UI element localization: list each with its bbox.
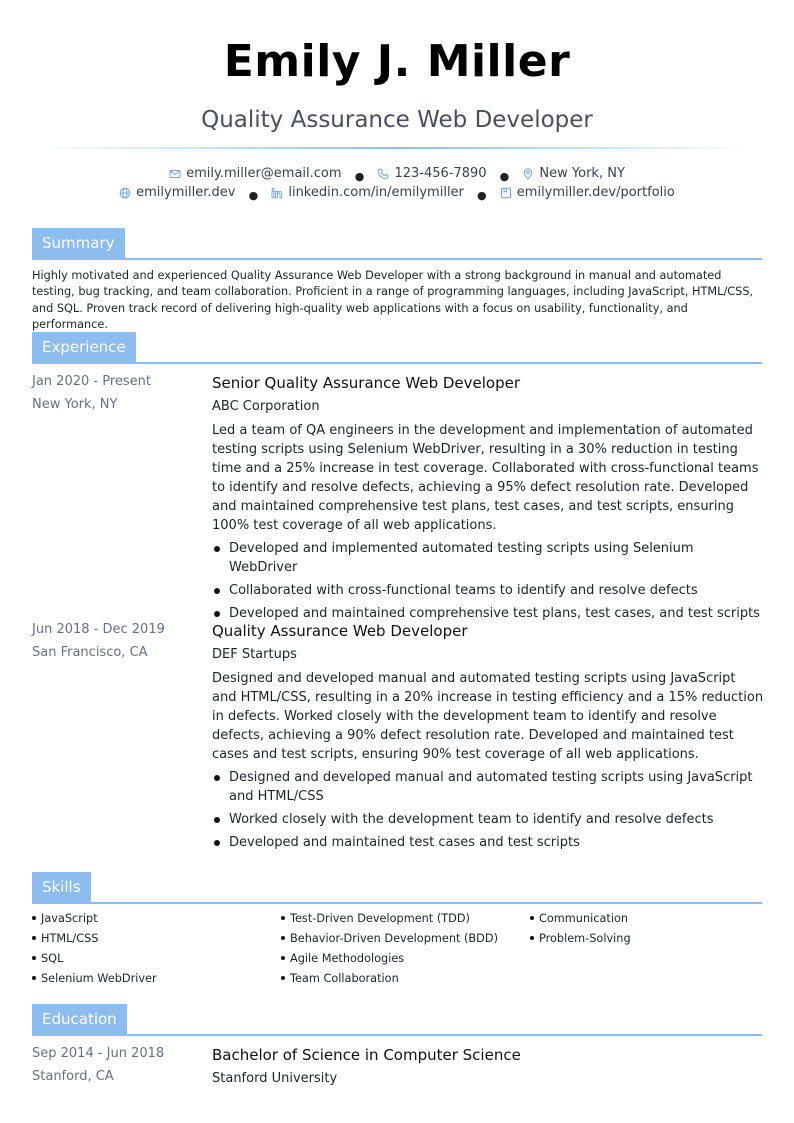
job-1-meta [32,373,202,419]
job-2-meta [32,621,202,667]
education-meta [32,1045,202,1091]
section-rule [32,258,762,260]
list-item [281,911,498,931]
job-dates: Jun 2018 - Dec 2019 [32,622,165,637]
skill-text: Team Collaboration [290,972,399,985]
skill-text: Behavior-Driven Development (BDD) [290,932,498,945]
skills-column-1 [32,911,157,991]
job-description: Designed and developed manual and automated testing scripts using JavaScript and HTML/CSS, resulting in a 20% increase in testing efficiency and a 15% reduction in defects. Worked closely with the development team to identify and resolve defects, achieving a 90% defect resolution rate. Developed and maintained test cases and test scripts, ensuring 90% test coverage of all web applications. [212,671,764,762]
contact-phone-text: 123-456-7890 [394,166,487,181]
portfolio-icon [500,187,512,199]
bullet-icon [530,916,534,920]
list-item [530,931,631,951]
bullet-icon [214,611,220,617]
skill-text: JavaScript [41,912,98,925]
list-item [32,911,157,931]
list-item [32,971,157,991]
education-section-header [32,1004,762,1036]
bullet-text: Designed and developed manual and automated testing scripts using JavaScript and HTML/CSS [229,770,753,804]
contact-portfolio[interactable] [500,185,675,200]
job-location: San Francisco, CA [32,645,148,660]
contact-line-1 [0,166,794,184]
separator-dot: ● [248,188,259,202]
summary-text: Highly motivated and experienced Quality Assurance Web Developer with a strong background in manual and automated testing, bug tracking, and team collaboration. Proficient in a range of programming languages, including JavaScript, HTML/CSS, and SQL. Proven track record of delivering high-quality web applications with a focus on usability, functionality, and performance. [32,269,754,331]
skill-text: Selenium WebDriver [41,972,157,985]
bullet-icon [530,936,534,940]
list-item [212,539,764,577]
job-description: Led a team of QA engineers in the development and implementation of automated testing scripts using Selenium WebDriver, resulting in a 30% reduction in testing time and a 25% increase in test coverage. Collaborated with cross-functional teams to identify and resolve defects, achieving a 95% defect resolution rate. Developed and maintained comprehensive test plans, test cases, and test scripts, ensuring 100% test coverage of all web applications. [212,423,759,533]
location-icon [522,168,534,180]
job-bullets [212,768,764,852]
linkedin-icon [271,187,283,199]
section-rule [32,362,762,364]
skill-text: Communication [539,912,629,925]
list-item [530,911,631,931]
list-item [212,833,764,852]
bullet-text: Collaborated with cross-functional teams to identify and resolve defects [229,583,698,598]
job-dates: Jan 2020 - Present [32,374,151,389]
education-school: Stanford University [212,1071,338,1086]
phone-icon [377,168,389,180]
section-title-skills: Skills [32,872,91,903]
skill-text: HTML/CSS [41,932,99,945]
bullet-icon [214,817,220,823]
list-item [281,951,498,971]
bullet-icon [281,916,285,920]
contact-email[interactable] [169,166,341,181]
section-title-summary: Summary [32,228,125,259]
job-bullets [212,539,764,623]
skills-column-2 [281,911,498,991]
list-item [281,931,498,951]
bullet-icon [214,775,220,781]
education-degree: Bachelor of Science in Computer Science [212,1046,521,1064]
bullet-text: Worked closely with the development team to identify and resolve defects [229,812,714,827]
job-company: ABC Corporation [212,399,320,414]
education-details [212,1045,764,1087]
separator-dot: ● [354,169,365,183]
list-item [212,768,764,806]
bullet-icon [32,916,36,920]
skill-text: SQL [41,952,64,965]
contact-linkedin[interactable] [271,185,464,200]
list-item [281,971,498,991]
skill-text: Problem-Solving [539,932,631,945]
bullet-icon [214,588,220,594]
summary-section-header [32,228,762,260]
skills-column-3 [530,911,631,951]
education-location: Stanford, CA [32,1069,114,1084]
job-1-details [212,373,764,627]
contact-website[interactable] [119,185,235,200]
contact-website-text: emilymiller.dev [136,185,236,200]
bullet-icon [32,936,36,940]
globe-icon [119,187,131,199]
contact-linkedin-text: linkedin.com/in/emilymiller [288,185,464,200]
section-rule [32,902,762,904]
contact-email-text: emily.miller@email.com [186,166,342,181]
separator-dot: ● [477,188,487,202]
list-item [212,581,764,600]
bullet-icon [32,956,36,960]
skills-section-header [32,872,762,904]
mail-icon [169,168,181,180]
contact-portfolio-text: emilymiller.dev/portfolio [516,185,675,200]
job-title: Senior Quality Assurance Web Developer [212,374,521,392]
bullet-text: Developed and maintained test cases and test scripts [229,835,580,850]
bullet-icon [281,956,285,960]
contact-location-text: New York, NY [539,166,625,181]
list-item [212,810,764,829]
bullet-icon [214,840,220,846]
job-title: Quality Assurance Web Developer [212,622,468,640]
bullet-icon [32,976,36,980]
contact-location [522,166,624,181]
separator-dot: ● [499,169,510,183]
list-item [32,931,157,951]
education-dates: Sep 2014 - Jun 2018 [32,1046,165,1061]
bullet-icon [281,936,285,940]
bullet-text: Developed and implemented automated testing scripts using Selenium WebDriver [229,541,694,575]
list-item [32,951,157,971]
contact-phone[interactable] [377,166,486,181]
skill-text: Test-Driven Development (TDD) [290,912,470,925]
job-location: New York, NY [32,397,118,412]
job-2-details [212,621,764,856]
bullet-icon [281,976,285,980]
job-title-headline: Quality Assurance Web Developer [201,107,593,133]
header-divider [40,147,754,149]
contact-line-2 [0,185,794,203]
section-rule [32,1034,762,1036]
experience-section-header [32,332,762,364]
section-title-education: Education [32,1004,127,1035]
job-company: DEF Startups [212,647,297,662]
candidate-name: Emily J. Miller [223,36,571,87]
skill-text: Agile Methodologies [290,952,405,965]
section-title-experience: Experience [32,332,136,363]
bullet-icon [214,546,220,552]
bullet-text: Developed and maintained comprehensive test plans, test cases, and test scripts [229,606,760,621]
